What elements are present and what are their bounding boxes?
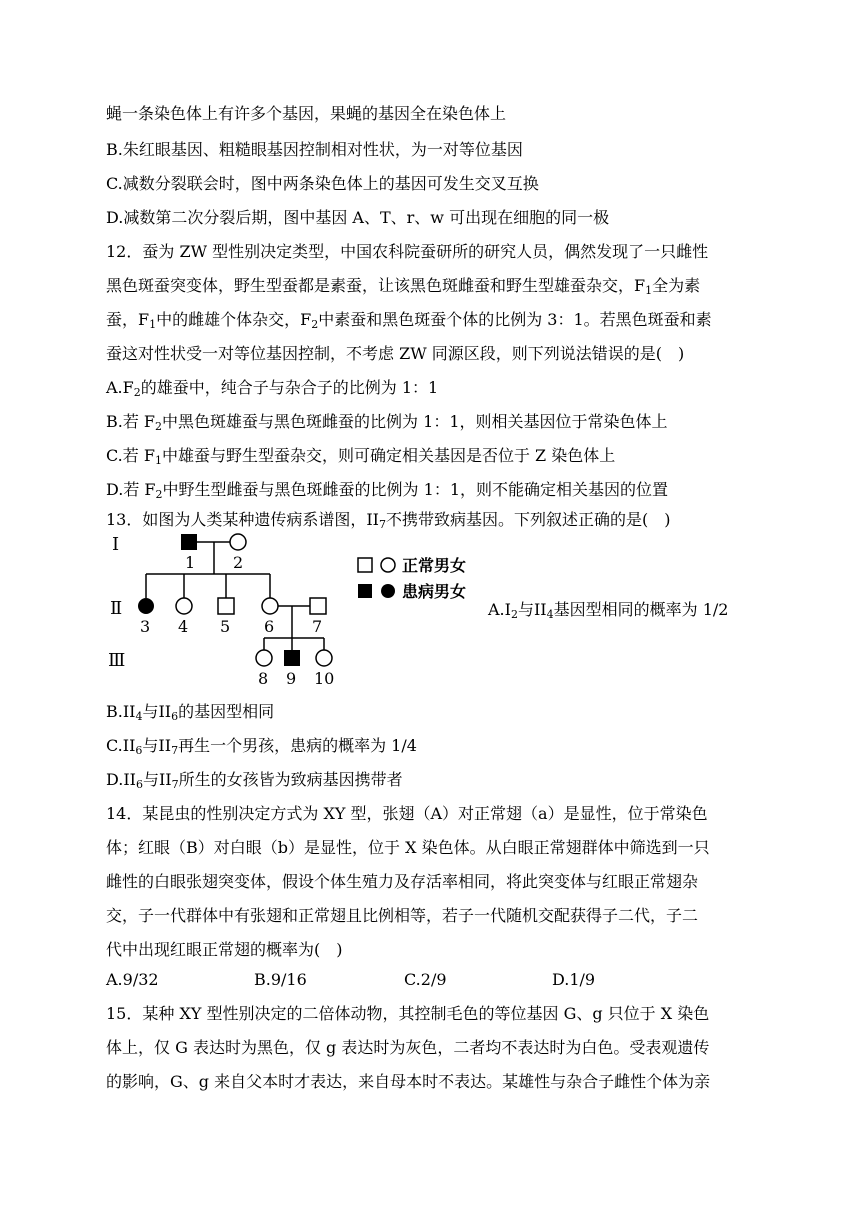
q11-line: 蝇一条染色体上有许多个基因，果蝇的基因全在染色体上 <box>106 104 507 123</box>
q14-stem-line4: 交，子一代群体中有张翅和正常翅且比例相等，若子一代随机交配获得子二代，子二 <box>106 906 699 925</box>
label-II6: 6 <box>264 617 275 636</box>
legend-affected-label: 患病男女 <box>402 582 467 601</box>
individual-II5-normal-male <box>218 598 234 614</box>
legend-affected-male-icon <box>358 584 372 598</box>
q14-options <box>106 970 595 990</box>
q12-stem-line2: 黑色斑蚕突变体，野生型蚕都是素蚕，让该黑色斑雌蚕和野生型雄蚕杂交，$F_1$全为素 <box>106 276 701 297</box>
q11-option-d: D.减数第二次分裂后期，图中基因 A、T、r、w 可出现在细胞的同一极 <box>106 208 610 227</box>
legend-normal-male-icon <box>358 558 372 572</box>
q13-option-a: $A.I_2$与$II_4$基因型相同的概率为 1/2 <box>488 600 729 621</box>
q12-stem-line3: 蚕，$F_1$中的雌雄个体杂交，$F_2$中素蚕和黑色斑蚕个体的比例为 3：1。若黑色斑蚕和素 <box>106 310 712 331</box>
individual-III8-normal-female <box>256 650 272 666</box>
q14-stem-line3: 雌性的白眼张翅突变体，假设个体生殖力及存活率相同，将此突变体与红眼正常翅杂 <box>106 872 699 891</box>
individual-II4-normal-female <box>176 598 192 614</box>
individual-I2-normal-female <box>230 534 246 550</box>
label-II5: 5 <box>220 617 231 636</box>
individual-II3-affected-female <box>138 598 154 614</box>
label-II3: 3 <box>140 617 151 636</box>
individual-III10-normal-female <box>316 650 332 666</box>
q14-option-a: A.9/32 <box>106 970 159 989</box>
q14-stem-line5: 代中出现红眼正常翅的概率为( ) <box>106 940 343 959</box>
q12-option-d: D.若 $F_2$中野生型雌蚕与黑色斑雌蚕的比例为 1：1，则不能确定相关基因的位置 <box>106 480 668 501</box>
legend-normal-female-icon <box>381 558 395 572</box>
q13-option-d: $D.II_6$与$II_7$所生的女孩皆为致病基因携带者 <box>106 770 403 791</box>
q12-stem-line4: 蚕这对性状受一对等位基因控制，不考虑 ZW 同源区段，则下列说法错误的是( ) <box>106 344 685 363</box>
gen-label-2: Ⅱ <box>110 598 123 619</box>
label-I2: 2 <box>233 553 244 572</box>
label-I1: 1 <box>185 553 196 572</box>
gen-label-3: Ⅲ <box>108 650 126 671</box>
q12-option-c: C.若 $F_1$中雄蚕与野生型蚕杂交，则可确定相关基因是否位于 Z 染色体上 <box>106 446 616 467</box>
q14-stem-line1: 14．某昆虫的性别决定方式为 XY 型，张翅（A）对正常翅（a）是显性，位于常染色 <box>106 804 708 823</box>
q12-option-b: B.若 $F_2$中黑色斑雄蚕与黑色斑雌蚕的比例为 1：1，则相关基因位于常染色体上 <box>106 412 668 433</box>
q13-option-b: $B.II_4$与$II_6$的基因型相同 <box>106 702 275 723</box>
q15-stem-line3: 的影响，G、g 来自父本时才表达，来自母本时不表达。某雄性与杂合子雌性个体为亲 <box>106 1072 711 1091</box>
q13-option-c: $C.II_6$与$II_7$再生一个男孩，患病的概率为 1/4 <box>106 736 417 757</box>
gen-label-1: Ⅰ <box>112 534 120 555</box>
individual-II6-normal-female <box>262 598 278 614</box>
legend-normal-label: 正常男女 <box>402 556 467 575</box>
q11-option-c: C.减数分裂联会时，图中两条染色体上的基因可发生交叉互换 <box>106 174 539 193</box>
q14-option-d: D.1/9 <box>552 970 596 989</box>
q14-option-b: B.9/16 <box>254 970 307 989</box>
label-II7: 7 <box>312 617 323 636</box>
individual-I1-affected-male <box>181 534 197 550</box>
q14-option-c: C.2/9 <box>404 970 447 989</box>
q12-option-a: $A.F_2$的雄蚕中，纯合子与杂合子的比例为 1：1 <box>106 378 439 399</box>
q12-stem-line1: 12．蚕为 ZW 型性别决定类型，中国农科院蚕研所的研究人员，偶然发现了一只雌性 <box>106 242 709 261</box>
label-III9: 9 <box>286 669 297 688</box>
q11-option-b: B.朱红眼基因、粗糙眼基因控制相对性状，为一对等位基因 <box>106 140 523 159</box>
label-III10: 10 <box>314 669 335 688</box>
label-III8: 8 <box>258 669 269 688</box>
q14-stem-line2: 体；红眼（B）对白眼（b）是显性，位于 X 染色体。从白眼正常翅群体中筛选到一只 <box>106 838 710 857</box>
individual-III9-affected-male <box>284 650 300 666</box>
legend-affected-female-icon <box>381 584 395 598</box>
label-II4: 4 <box>178 617 189 636</box>
q15-stem-line1: 15．某种 XY 型性别决定的二倍体动物，其控制毛色的等位基因 G、g 只位于 X 染色 <box>106 1004 710 1023</box>
individual-II7-normal-male <box>310 598 326 614</box>
q15-stem-line2: 体上，仅 G 表达时为黑色，仅 g 表达时为灰色，二者均不表达时为白色。受表观遗传 <box>106 1038 710 1057</box>
q13-stem: 13．如图为人类某种遗传病系谱图，$II_7$不携带致病基因。下列叙述正确的是( ) <box>106 510 671 531</box>
